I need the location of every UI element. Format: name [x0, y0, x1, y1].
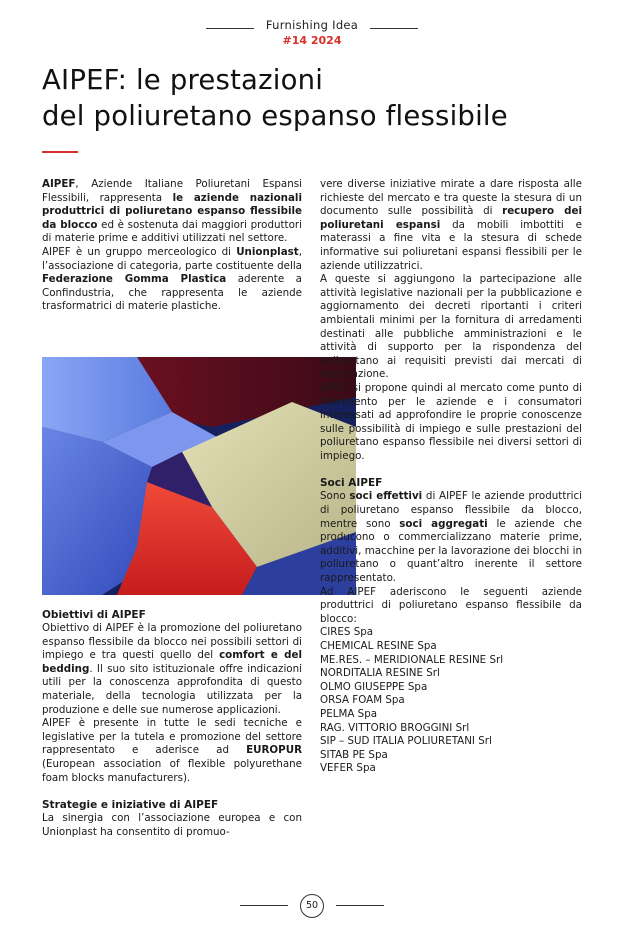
paragraph: Obiettivo di AIPEF è la promozione del poliuretano espanso flessibile da blocco nei possibili settori di impiego e tra questi quello del comfort e del bedding. Il suo sito istituzionale offre indicazioni utili per la conoscenza approfondita di questo materiale, della tecnologia utilizzata per la produzione e delle sue numerose applicazioni. — [42, 622, 302, 716]
section-heading-soci: Soci AIPEF — [320, 477, 383, 490]
issue-number: #14 2024 — [282, 34, 342, 47]
right-column — [320, 178, 582, 776]
header-rule-left — [206, 28, 254, 29]
bold-text: soci aggregati — [399, 517, 488, 530]
list-item: PELMA Spa — [320, 707, 378, 720]
footer-rule-left — [240, 905, 288, 906]
paragraph: AIPEF è presente in tutte le sedi tecniche e legislative per la tutela e promozione del settore rappresentato e aderisce ad EUROPUR (European association of flexible polyurethane foam blocks manufacturers). — [42, 717, 302, 784]
list-item: ORSA FOAM Spa — [320, 694, 405, 707]
member-list — [320, 626, 582, 776]
foam-blocks-illustration — [42, 357, 356, 595]
paragraph: AIPEF è un gruppo merceologico di Unionplast, l’associazione di categoria, parte costituente della Federazione Gomma Plastica aderente a Confindustria, che rappresenta le aziende trasformatrici di materie plastiche. — [42, 245, 302, 313]
list-item: RAG. VITTORIO BROGGINI Srl — [320, 721, 470, 734]
title-line-1: AIPEF: le prestazioni — [42, 64, 324, 96]
bold-text: recupero dei poliuretani espansi — [320, 205, 582, 231]
left-column-top — [42, 178, 302, 314]
section-heading-strategie: Strategie e iniziative di AIPEF — [42, 799, 219, 812]
title-accent-rule — [42, 151, 78, 153]
list-item: SIP – SUD ITALIA POLIURETANI Srl — [320, 735, 492, 748]
paragraph: AIPEF, Aziende Italiane Poliuretani Espansi Flessibili, rappresenta le aziende nazionali produttrici di poliuretano espanso flessibile da blocco ed è sostenuta dai maggiori produttori di materie prime e additivi utilizzati nel settore. — [42, 178, 302, 245]
bold-text: AIPEF — [42, 178, 76, 190]
foam-blocks-photo — [42, 357, 356, 595]
bold-text: comfort e del bedding — [42, 649, 302, 675]
list-item: VEFER Spa — [320, 762, 376, 775]
left-column-bottom — [42, 608, 302, 839]
list-item: ME.RES. – MERIDIONALE RESINE Srl — [320, 653, 504, 666]
paragraph: Ad AIPEF aderiscono le seguenti aziende produttrici di poliuretano espanso flessibile da blocco: — [320, 585, 582, 625]
list-item: CIRES Spa — [320, 626, 374, 639]
list-item: NORDITALIA RESINE Srl — [320, 667, 440, 680]
section-heading-obiettivi: Obiettivi di AIPEF — [42, 609, 146, 621]
paragraph: La sinergia con l’associazione europea e con Unionplast ha consentito di promuo- — [42, 812, 302, 838]
footer-rule-right — [336, 905, 384, 906]
bold-text: soci effettivi — [349, 490, 423, 503]
page-number: 50 — [300, 894, 324, 918]
bold-text: le aziende nazionali produttrici di poliuretano espanso flessibile da blocco — [42, 191, 302, 231]
bold-text: Unionplast — [236, 245, 299, 258]
paragraph: vere diverse iniziative mirate a dare risposta alle richieste del mercato e tra queste la stesura di un documento sulle possibilità di recupero dei poliuretani espansi da mobili imbottiti e materassi a fine vita e la stesura di schede informative sui poliuretani espansi flessibili per le aziende utilizzatrici. — [320, 178, 582, 272]
list-item: OLMO GIUSEPPE Spa — [320, 680, 428, 693]
bold-text: Federazione Gomma Plastica — [42, 273, 227, 286]
header-rule-right — [370, 28, 418, 29]
paragraph: AIPEF si propone quindi al mercato come punto di riferimento per le aziende e i consumatori interessati ad approfondire le proprie conoscenze sulle possibilità di impiego e sulle prestazioni del poliuretano espanso flessibile nei diversi settori di impiego. — [320, 381, 582, 462]
article-title — [42, 62, 602, 134]
list-item: SITAB PE Spa — [320, 748, 388, 761]
magazine-name: Furnishing Idea — [265, 18, 359, 32]
paragraph: A queste si aggiungono la partecipazione alle attività legislative nazionali per la pubblicazione e aggiornamento dei decreti riportanti i criteri ambientali minimi per la fornitura di arredamenti destinati alle pubbliche amministrazioni e le attività di supporto per la rispondenza del poliuretano ai requisiti previsti dai mercati di destinazione. — [320, 273, 582, 381]
paragraph: Sono soci effettivi di AIPEF le aziende produttrici di poliuretano espanso flessibile da blocco, mentre sono soci aggregati le aziende che producono o commercializzano materie prime, additivi, macchine per la lavorazione dei blocchi in poliuretano o quant’altro inerente il settore rappresentato. — [320, 490, 582, 585]
title-line-2: del poliuretano espanso flessibile — [42, 100, 508, 132]
magazine-header — [0, 14, 624, 47]
list-item: CHEMICAL RESINE Spa — [320, 640, 437, 652]
bold-text: EUROPUR — [246, 744, 302, 757]
